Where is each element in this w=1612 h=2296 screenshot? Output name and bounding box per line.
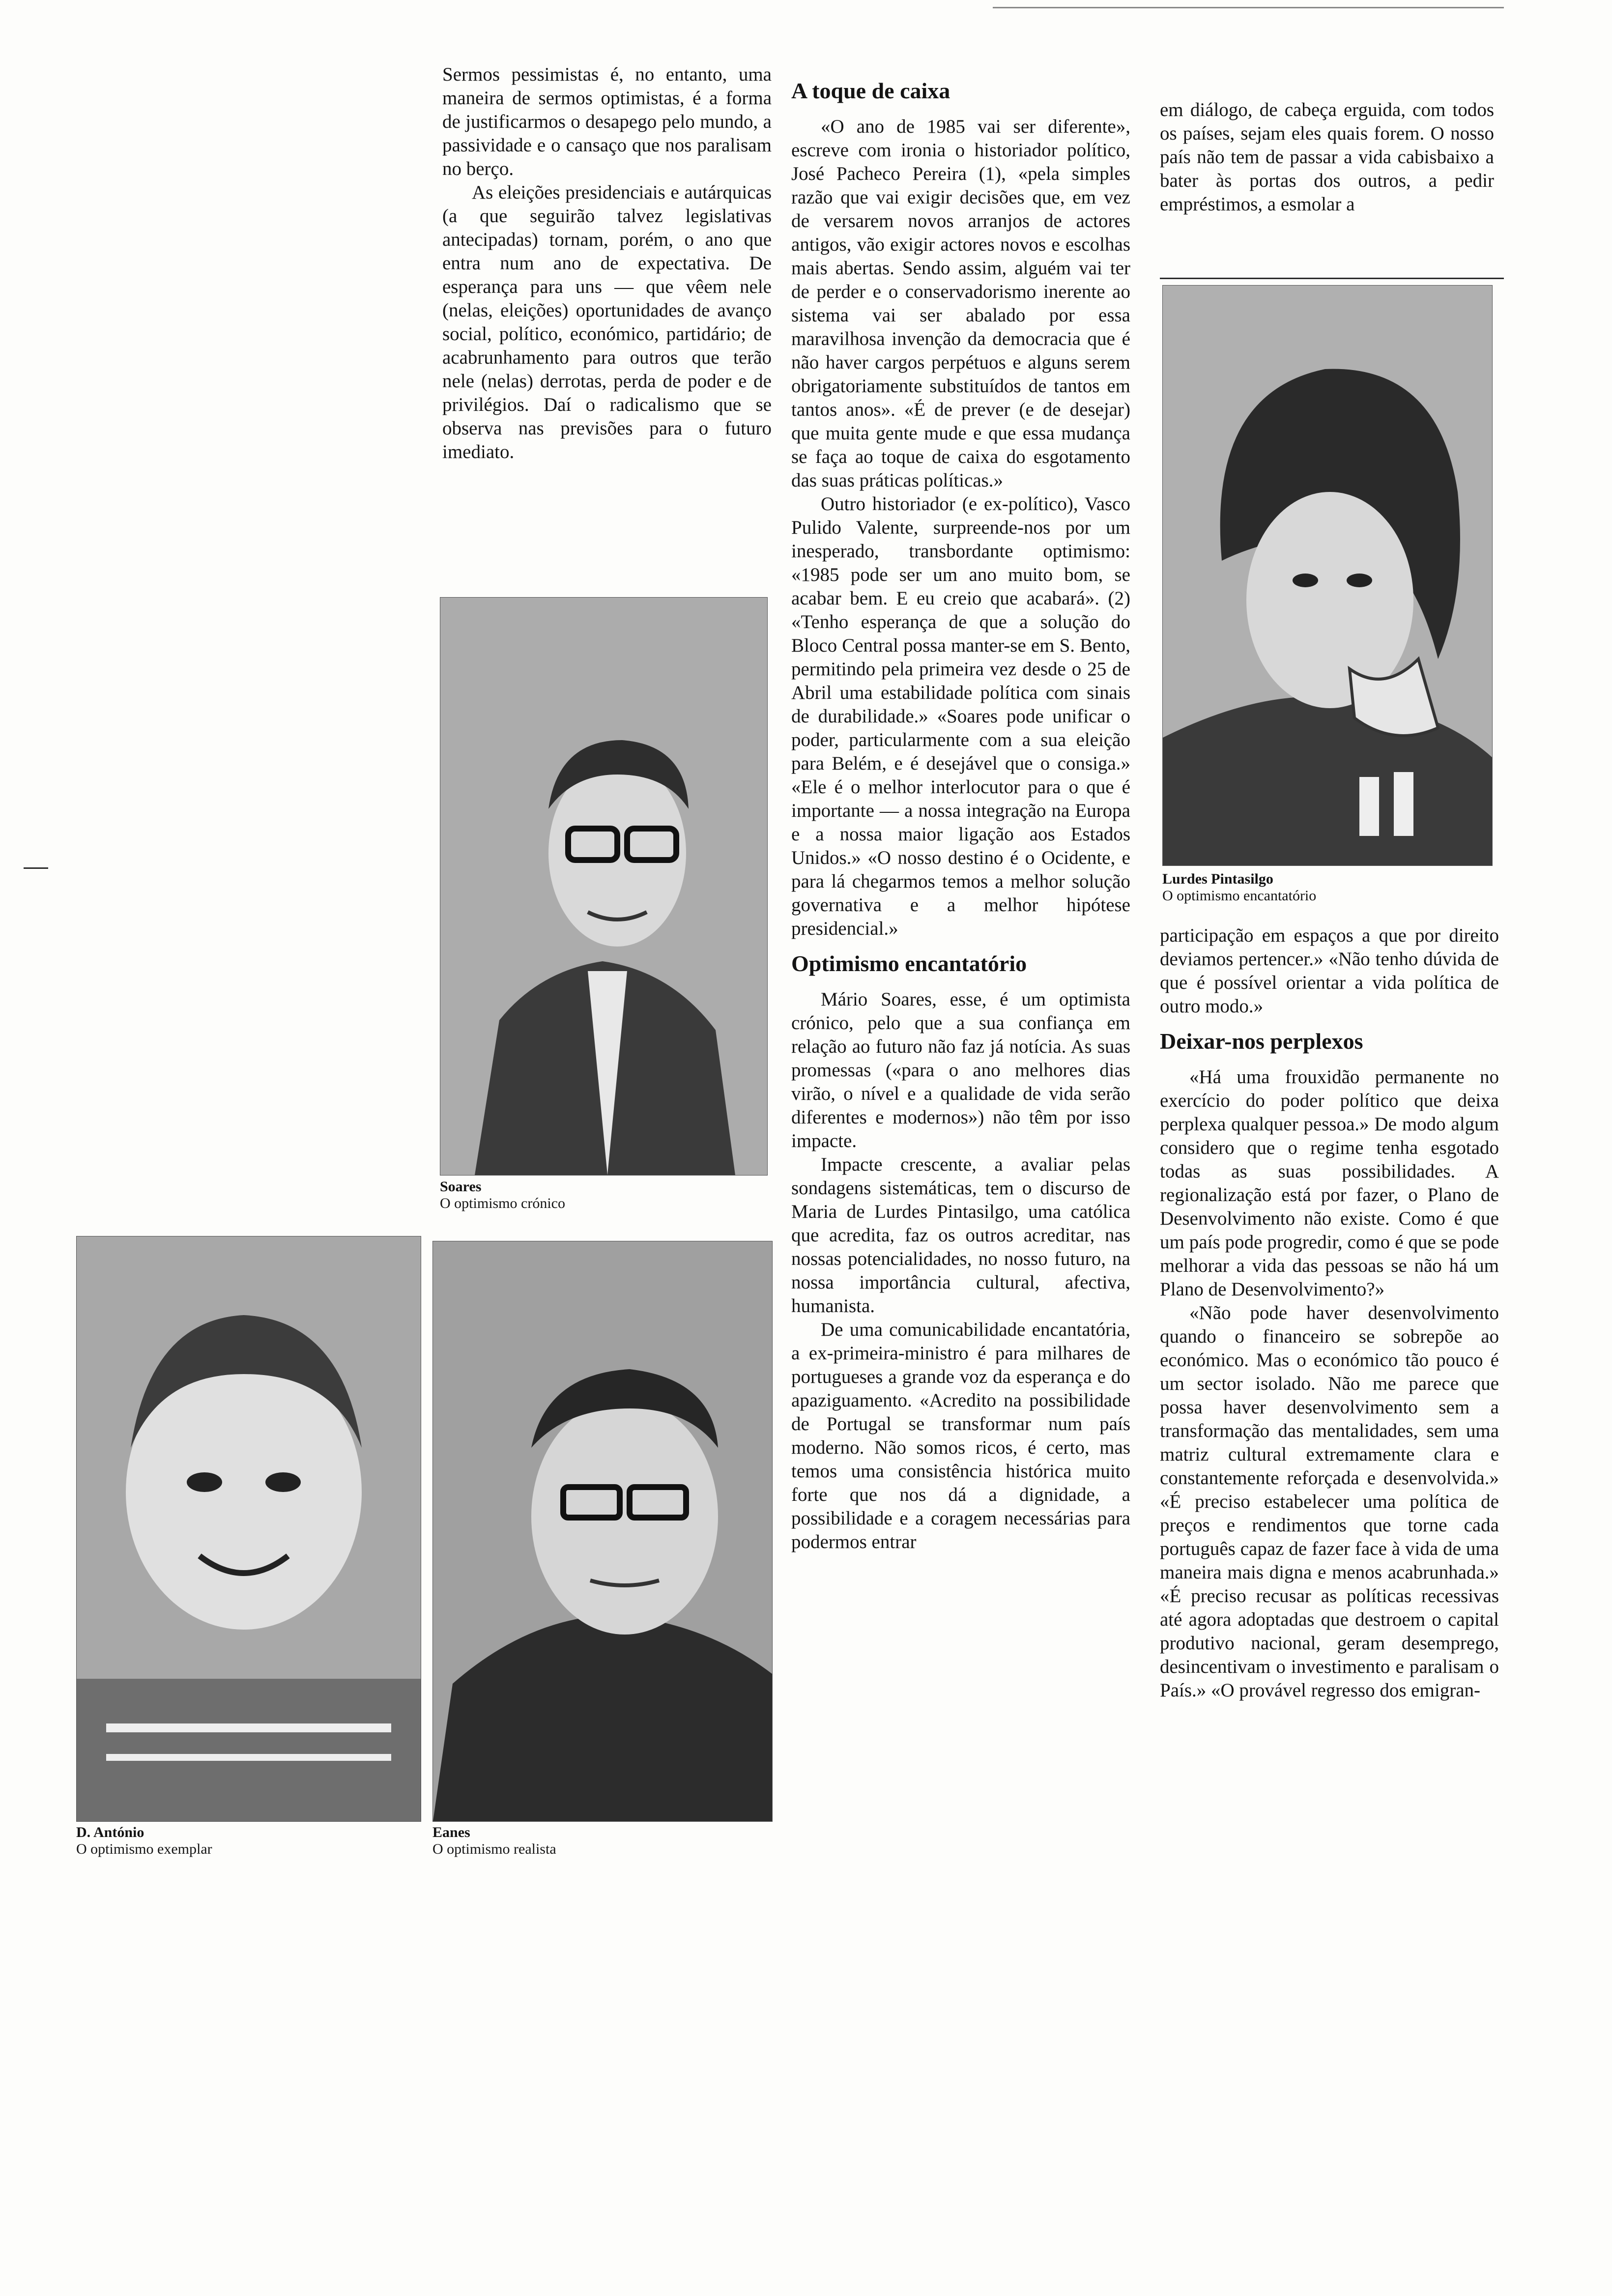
caption-eanes-desc: O optimismo realista [432, 1841, 556, 1857]
column-1 [442, 63, 772, 464]
photo-eanes [432, 1241, 773, 1822]
soares-portrait-image [440, 598, 767, 1175]
antonio-portrait-image [77, 1236, 421, 1821]
caption-antonio-desc: O optimismo exemplar [76, 1841, 212, 1857]
col3-after-photo-text: participação em espaços a que por direito deviamos pertencer.» «Não tenho dúvida de que é possível orientar a vida política de outro modo.» [1160, 925, 1499, 1017]
caption-pintasilgo-name: Lurdes Pintasilgo [1162, 871, 1273, 887]
photo-soares [440, 597, 768, 1176]
caption-pintasilgo [1162, 871, 1492, 904]
column-3-lower [1160, 924, 1499, 1702]
col3-paragraph-1: «Há uma frouxidão permanente no exercício do poder político que deixa perplexa qualquer pessoa.» De modo algum considero que o regime tenha esgotado todas as suas possibilidades. A regionalização está por fazer, o Plano de Desenvolvimento não existe. Como é que um país pode progredir, como é que se pode melhorar a vida das pessoas se não há um Plano de Desenvolvimento?» [1160, 1066, 1499, 1300]
column-3-top [1160, 98, 1494, 216]
pintasilgo-portrait-image [1163, 286, 1492, 865]
col3-photo-rule [1160, 278, 1504, 279]
caption-soares-name: Soares [440, 1178, 482, 1195]
heading-deixar-nos-perplexos: Deixar-nos perplexos [1160, 1029, 1363, 1054]
caption-eanes [432, 1824, 772, 1858]
caption-eanes-name: Eanes [432, 1824, 470, 1840]
caption-soares-desc: O optimismo crónico [440, 1195, 565, 1211]
col2-paragraph-2: Outro historiador (e ex-político), Vasco Pulido Valente, surpreende-nos por um inesperado, transbordante optimismo: «1985 pode ser um ano muito bom, se acabar bem. E eu creio que acabará». (2) «Tenho esperança de que a solução do Bloco Central possa manter-se em S. Bento, permitindo pela primeira vez desde o 25 de Abril uma estabilidade política com sinais de durabilidade.» «Soares pode unificar o poder, particularmente com a sua eleição para Belém, e é desejável que o consiga.» «Ele é o melhor interlocutor para o que é importante — a nossa integração na Europa e a nossa maior ligação aos Estados Unidos.» «O nosso destino é o Ocidente, e para lá chegarmos temos a melhor solução governativa e a melhor hipótese presidencial.» [791, 493, 1130, 939]
col1-paragraph-1: Sermos pessimistas é, no entanto, uma maneira de sermos optimistas, é a forma de justificarmos o desapego pelo mundo, a passividade e o cansaço que nos paralisam no berço. [442, 64, 772, 179]
margin-mark [24, 867, 48, 869]
col2-paragraph-4: Impacte crescente, a avaliar pelas sondagens sistemáticas, tem o discurso de Maria de Lurdes Pintasilgo, uma católica que acredita, faz os outros acreditar, nas nossas potencialidades, no nosso futuro, na nossa importância cultural, afectiva, humanista. [791, 1154, 1130, 1317]
caption-antonio-name: D. António [76, 1824, 144, 1840]
heading-optimismo-encantatorio: Optimismo encantatório [791, 951, 1027, 976]
caption-pintasilgo-desc: O optimismo encantatório [1162, 888, 1317, 904]
caption-soares [440, 1178, 767, 1212]
col2-paragraph-1: «O ano de 1985 vai ser diferente», escreve com ironia o historiador político, José Pacheco Pereira (1), «pela simples razão que vai exigir decisões que, em vez de versarem novos arranjos de actores antigos, vão exigir actores novos e escolhas mais abertas. Sendo assim, alguém vai ter de perder e o conservadorismo inerente ao sistema vai ser abalado por essa maravilhosa invenção da democracia que é não haver cargos perpétuos e alguns serem obrigatoriamente substituídos de tantos em tantos anos». «É de prever (e de desejar) que muita gente mude e que essa mudança se faça ao toque de caixa do esgotamento das suas práticas políticas.» [791, 116, 1130, 491]
col2-paragraph-5: De uma comunicabilidade encantatória, a ex-primeira-ministro é para milhares de portugueses a grande voz da esperança e do apaziguamento. «Acredito na possibilidade de Portugal se transformar num país moderno. Não somos ricos, é certo, mas temos uma consistência histórica muito forte que nos dá a dignidade, a possibilidade e a coragem necessárias para podermos entrar [791, 1319, 1130, 1552]
eanes-portrait-image [433, 1241, 772, 1821]
caption-antonio [76, 1824, 420, 1858]
heading-a-toque-de-caixa: A toque de caixa [791, 78, 950, 103]
photo-antonio [76, 1236, 421, 1822]
col2-paragraph-3: Mário Soares, esse, é um optimista crónico, pelo que a sua confiança em relação ao futuro não faz já notícia. As suas promessas («para o ano melhores dias virão, o nível e a qualidade de vida serão diferentes e modernos») não têm por isso impacte. [791, 989, 1130, 1151]
col3-top-text: em diálogo, de cabeça erguida, com todos os países, sejam eles quais forem. O nosso país não tem de passar a vida cabisbaixo a bater às portas dos outros, a pedir empréstimos, a esmolar a [1160, 99, 1494, 215]
photo-pintasilgo [1162, 285, 1493, 866]
column-2 [791, 78, 1130, 1554]
col3-paragraph-2: «Não pode haver desenvolvimento quando o financeiro se sobrepõe ao económico. Mas o económico tão pouco é um sector isolado. Não me parece que possa haver desenvolvimento sem a transformação das mentalidades, sem uma matriz cultural extremamente clara e constantemente reforçada e desenvolvida.» «É preciso estabelecer uma política de preços e rendimentos que torne cada português capaz de fazer face à vida de uma maneira mais digna e menos acabrunhada.» «É preciso recusar as políticas recessivas até agora adoptadas que destroem o capital produtivo nacional, geram desemprego, desincentivam o investimento e paralisam o País.» «O provável regresso dos emigran- [1160, 1302, 1499, 1701]
col1-paragraph-2: As eleições presidenciais e autárquicas (a que seguirão talvez legislativas antecipadas) tornam, porém, o ano que entra num ano de expectativa. De esperança para uns — que vêem nele (nelas, eleições) oportunidades de avanço social, político, económico, partidário; de acabrunhamento para outros que terão nele (nelas) derrotas, perda de poder e de privilégios. Daí o radicalismo que se observa nas previsões para o futuro imediato. [442, 182, 772, 462]
top-rule [993, 7, 1504, 8]
